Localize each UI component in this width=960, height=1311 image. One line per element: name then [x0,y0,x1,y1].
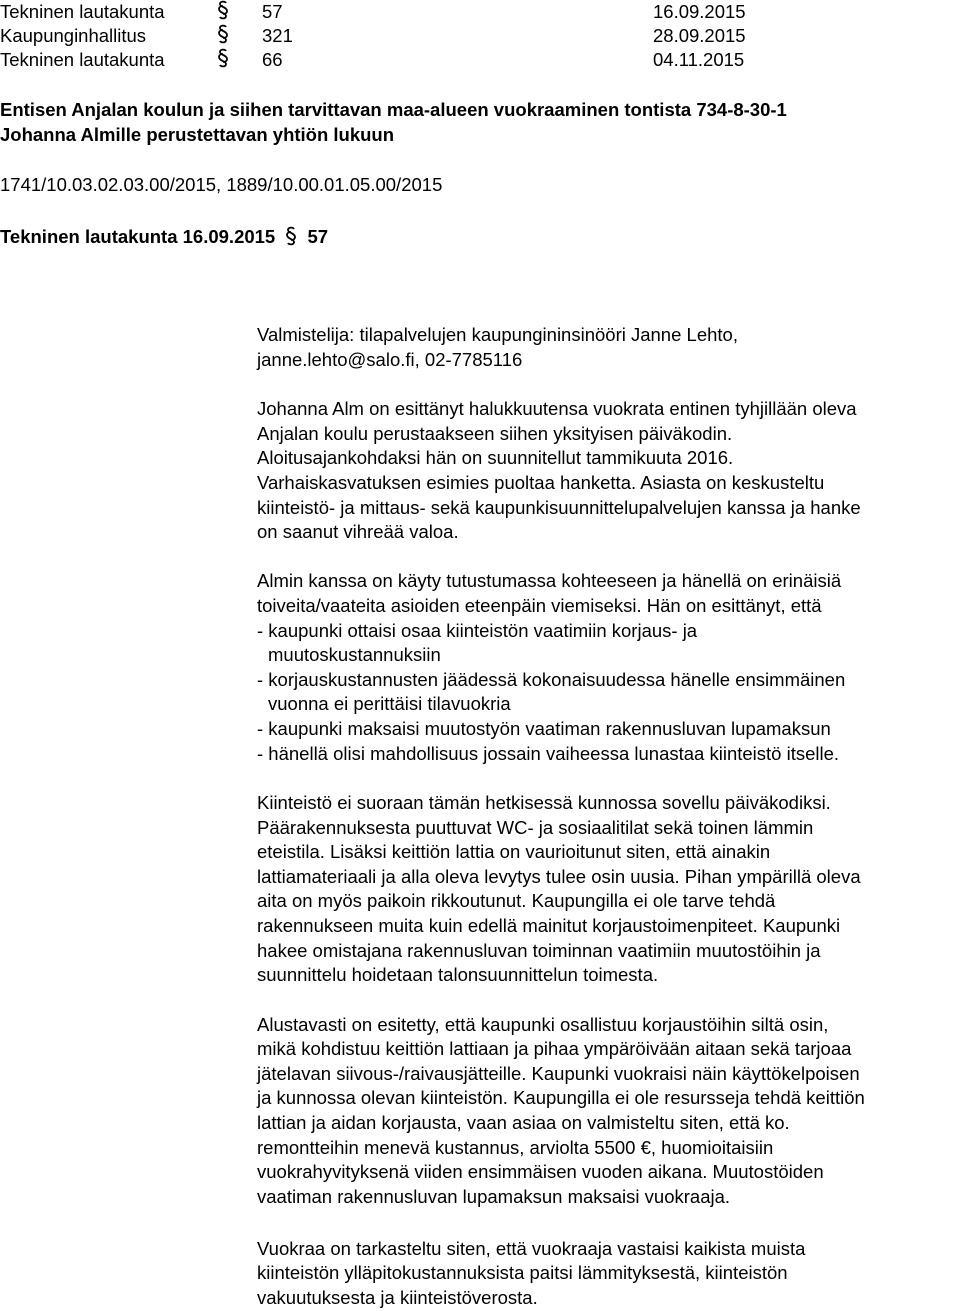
text-line: jätelavan siivous-/raivausjätteille. Kaupunki vuokraisi näin käyttökelpoisen [257,1063,860,1084]
text-line: kiinteistö- ja mittaus- sekä kaupunkisuunnittelupalvelujen kanssa ja hanke [257,497,861,518]
history-number: 66 [262,49,283,70]
text-line: Varhaiskasvatuksen esimies puoltaa hanketta. Asiasta on keskusteltu [257,472,825,493]
text-line: aita on myös paikoin rikkoutunut. Kaupungilla ei ole tarve tehdä [257,890,776,911]
history-number: 57 [262,1,283,22]
preparer-line: janne.lehto@salo.fi, 02-7785116 [257,349,523,370]
history-row [0,48,960,72]
text-line: suunnittelu hoidetaan talonsuunnittelun toimesta. [257,964,659,985]
history-date: 16.09.2015 [653,1,746,22]
diary-numbers: 1741/10.03.02.03.00/2015, 1889/10.00.01.05.00/2015 [0,174,443,195]
history-date: 04.11.2015 [653,49,745,70]
text-line: Päärakennuksesta puuttuvat WC- ja sosiaalitilat sekä toinen lämmin [257,817,814,838]
text-line: lattiamateriaali ja alla oleva levytys tulee osin uusia. Pihan ympärillä oleva [257,866,861,887]
text-line: hakee omistajana rakennusluvan toiminnan vaatimiin muutostöihin ja [257,940,821,961]
text-line: vaatiman rakennusluvan lupamaksun maksaisi vuokraaja. [257,1186,731,1207]
text-line: Vuokraa on tarkasteltu siten, että vuokraaja vastaisi kaikista muista [257,1238,806,1259]
text-line: ja kunnossa olevan kiinteistön. Kaupungilla ei ole resursseja tehdä keittiön [257,1087,865,1108]
history-body: Tekninen lautakunta [0,1,165,22]
history-body: Tekninen lautakunta [0,49,165,70]
text-line: remontteihin menevä kustannus, arviolta 5500 €, huomioitaisiin [257,1137,774,1158]
meeting-number: 57 [307,226,329,247]
text-line: mikä kohdistuu keittiön lattiaan ja pihaa ympäröivään aitaan sekä tarjoaa [257,1038,852,1059]
text-line: vakuutuksesta ja kiinteistöverosta. [257,1287,538,1308]
text-line: Johanna Alm on esittänyt halukkuutensa vuokrata entinen tyhjillään oleva [257,398,857,419]
text-line: kiinteistön ylläpitokustannuksista paitsi lämmityksestä, kiinteistön [257,1262,788,1283]
list-item-continuation: muutoskustannuksiin [268,644,441,665]
list-item: - kaupunki maksaisi muutostyön vaatiman rakennusluvan lupamaksun [257,718,831,739]
text-line: eteistila. Lisäksi keittiön lattia on vaurioitunut siten, että ainakin [257,841,771,862]
meeting-body: Tekninen lautakunta 16.09.2015 [0,226,276,247]
text-line: toiveita/vaateita asioiden eteenpäin viemiseksi. Hän on esittänyt, että [257,595,822,616]
history-date: 28.09.2015 [653,25,746,46]
history-body: Kaupunginhallitus [0,25,147,46]
text-line: lattian ja aidan korjausta, vaan asiaa on valmisteltu siten, että ko. [257,1112,790,1133]
history-row [0,0,960,24]
preparer-line: Valmistelija: tilapalvelujen kaupungininsinööri Janne Lehto, [257,324,738,345]
history-row [0,24,960,48]
title-line: Entisen Anjalan koulun ja siihen tarvittavan maa-alueen vuokraaminen tontista 734-8-30-1 [0,99,787,120]
meeting-line [0,225,328,249]
list-item-continuation: vuonna ei perittäisi tilavuokria [268,693,511,714]
section-sign-icon [284,226,298,246]
list-item: - korjauskustannusten jäädessä kokonaisuudessa hänelle ensimmäinen [257,669,846,690]
text-line: Alustavasti on esitetty, että kaupunki osallistuu korjaustöihin siltä osin, [257,1014,829,1035]
list-item: - hänellä olisi mahdollisuus jossain vaiheessa lunastaa kiinteistö itselle. [257,743,840,764]
text-line: Aloitusajankohdaksi hän on suunnitellut tammikuuta 2016. [257,447,734,468]
text-line: Anjalan koulu perustaakseen siihen yksityisen päiväkodin. [257,423,733,444]
title-line: Johanna Almille perustettavan yhtiön lukuun [0,124,395,145]
text-line: rakennukseen muita kuin edellä mainitut korjaustoimenpiteet. Kaupunki [257,915,841,936]
text-line: on saanut vihreää valoa. [257,521,459,542]
text-line: Kiinteistö ei suoraan tämän hetkisessä kunnossa sovellu päiväkodiksi. [257,792,831,813]
text-line: Almin kanssa on käyty tutustumassa kohteeseen ja hänellä on erinäisiä [257,570,842,591]
history-number: 321 [262,25,293,46]
text-line: vuokrahyvityksenä viiden ensimmäisen vuoden aikana. Muutostöiden [257,1161,824,1182]
list-item: - kaupunki ottaisi osaa kiinteistön vaatimiin korjaus- ja [257,620,698,641]
